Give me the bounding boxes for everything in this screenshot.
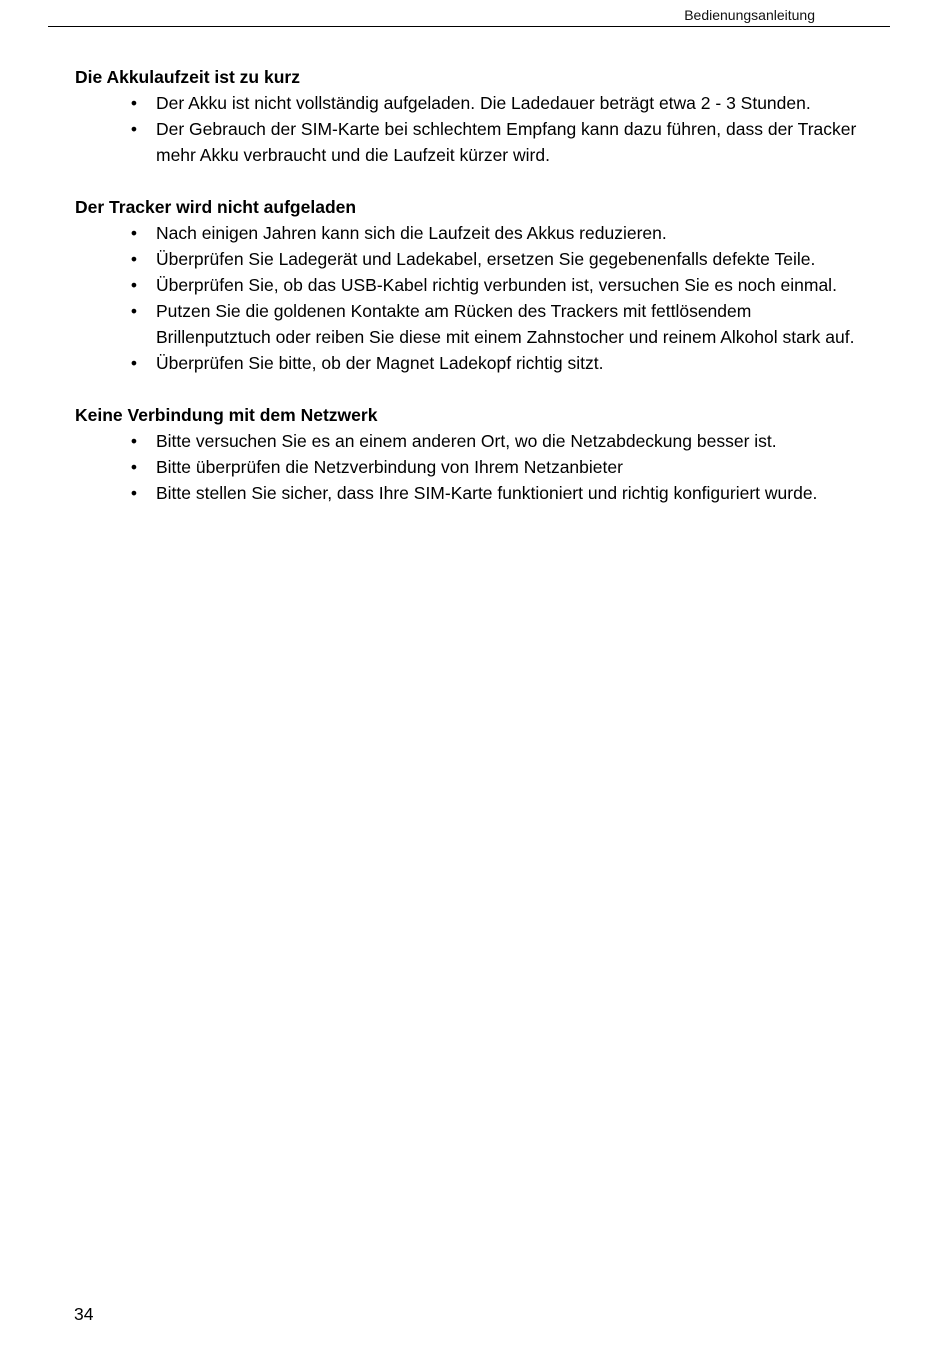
bullet-icon: • [130, 119, 138, 139]
bullet-list [75, 428, 895, 506]
list-item [75, 298, 895, 350]
bullet-icon: • [130, 483, 138, 503]
section-heading: Keine Verbindung mit dem Netzwerk [75, 405, 378, 425]
section-not-charging [75, 194, 895, 376]
page-number: 34 [74, 1304, 94, 1324]
bullet-icon: • [130, 275, 138, 295]
bullet-icon: • [130, 457, 138, 477]
list-item [75, 272, 895, 298]
list-item-text: Bitte überprüfen die Netzverbindung von Ihrem Netzanbieter [156, 457, 623, 477]
list-item-text: Der Akku ist nicht vollständig aufgeladen. Die Ladedauer beträgt etwa 2 - 3 Stunden. [156, 93, 811, 113]
list-item-text: Bitte versuchen Sie es an einem anderen Ort, wo die Netzabdeckung besser ist. [156, 431, 777, 451]
list-item [75, 454, 895, 480]
document-body [75, 64, 895, 532]
section-battery-life [75, 64, 895, 168]
bullet-icon: • [130, 223, 138, 243]
bullet-icon: • [130, 431, 138, 451]
bullet-list [75, 90, 895, 168]
list-item-text: Überprüfen Sie Ladegerät und Ladekabel, ersetzen Sie gegebenenfalls defekte Teile. [156, 249, 816, 269]
list-item [75, 90, 895, 116]
list-item [75, 480, 895, 506]
section-heading: Die Akkulaufzeit ist zu kurz [75, 67, 300, 87]
page-header [48, 6, 890, 27]
bullet-icon: • [130, 249, 138, 269]
header-title: Bedienungsanleitung [684, 7, 815, 23]
list-item [75, 220, 895, 246]
list-item-text: Putzen Sie die goldenen Kontakte am Rücken des Trackers mit fettlösendem Brillenputztuch oder reiben Sie diese mit einem Zahnstocher und reinem Alkohol stark auf. [156, 301, 855, 347]
list-item-text: Der Gebrauch der SIM-Karte bei schlechtem Empfang kann dazu führen, dass der Tracker mehr Akku verbraucht und die Laufzeit kürzer wird. [156, 119, 857, 165]
list-item [75, 428, 895, 454]
list-item [75, 246, 895, 272]
section-heading: Der Tracker wird nicht aufgeladen [75, 197, 357, 217]
bullet-icon: • [130, 301, 138, 321]
list-item [75, 116, 895, 168]
bullet-icon: • [130, 93, 138, 113]
bullet-icon: • [130, 353, 138, 373]
bullet-list [75, 220, 895, 376]
list-item-text: Bitte stellen Sie sicher, dass Ihre SIM-Karte funktioniert und richtig konfiguriert wurde. [156, 483, 818, 503]
list-item [75, 350, 895, 376]
list-item-text: Überprüfen Sie bitte, ob der Magnet Ladekopf richtig sitzt. [156, 353, 604, 373]
list-item-text: Nach einigen Jahren kann sich die Laufzeit des Akkus reduzieren. [156, 223, 667, 243]
section-no-network [75, 402, 895, 506]
list-item-text: Überprüfen Sie, ob das USB-Kabel richtig verbunden ist, versuchen Sie es noch einmal. [156, 275, 837, 295]
